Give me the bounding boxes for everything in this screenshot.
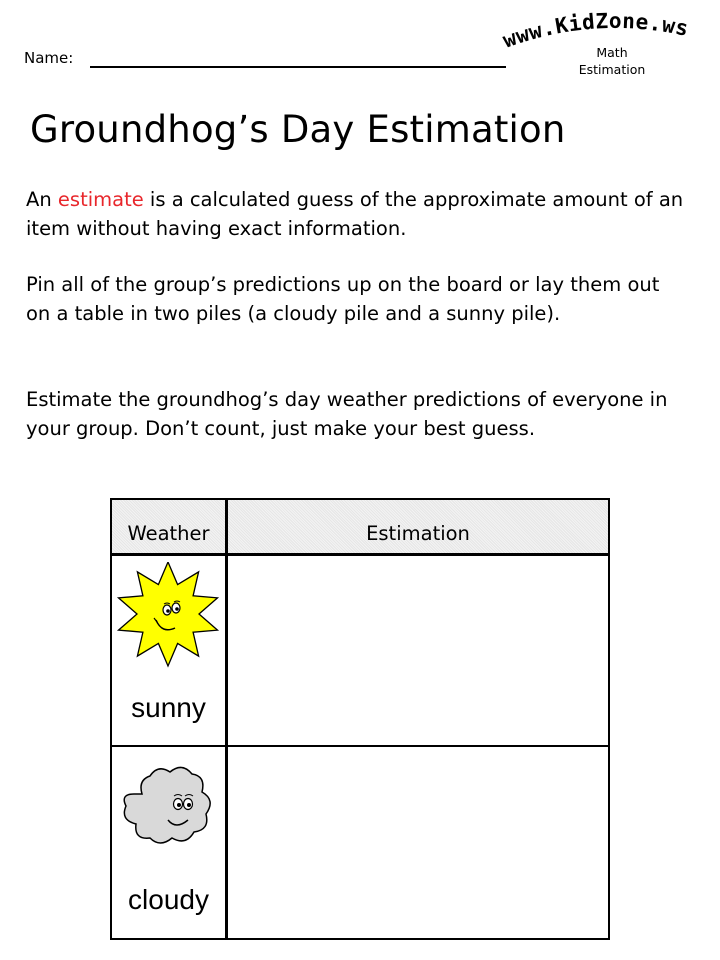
intro-rest: is a calculated guess of the approximate amount of an item without having exact information. <box>26 188 684 240</box>
topic-label: Estimation <box>578 62 646 77</box>
page-title: Groundhog’s Day Estimation <box>30 108 566 151</box>
estimate-highlight: estimate <box>57 188 144 211</box>
worksheet-category <box>560 44 664 78</box>
estimate-paragraph: Estimate the groundhog’s day weather predictions of everyone in your group. Don’t count, just make your best guess. <box>26 388 668 440</box>
sun-icon <box>112 562 225 672</box>
estimation-table <box>110 498 610 940</box>
header-estimation: Estimation <box>366 522 470 545</box>
subject-label: Math <box>596 45 628 60</box>
estimation-cell-cloudy[interactable] <box>228 747 608 938</box>
estimation-cell-sunny[interactable] <box>228 556 608 745</box>
instructions-paragraph: Pin all of the group’s predictions up on the board or lay them out on a table in two piles (a cloudy pile and a sunny pile). <box>26 273 660 325</box>
cloud-icon <box>112 758 225 858</box>
intro-lead: An <box>26 188 52 211</box>
intro-paragraph <box>26 185 686 243</box>
logo-text: www.KidZone.ws <box>499 8 691 53</box>
row-label-cloudy: cloudy <box>128 884 209 915</box>
row-label-sunny: sunny <box>131 692 206 723</box>
header-weather: Weather <box>127 522 210 545</box>
name-write-line[interactable] <box>90 66 506 68</box>
name-label: Name: <box>24 49 74 67</box>
